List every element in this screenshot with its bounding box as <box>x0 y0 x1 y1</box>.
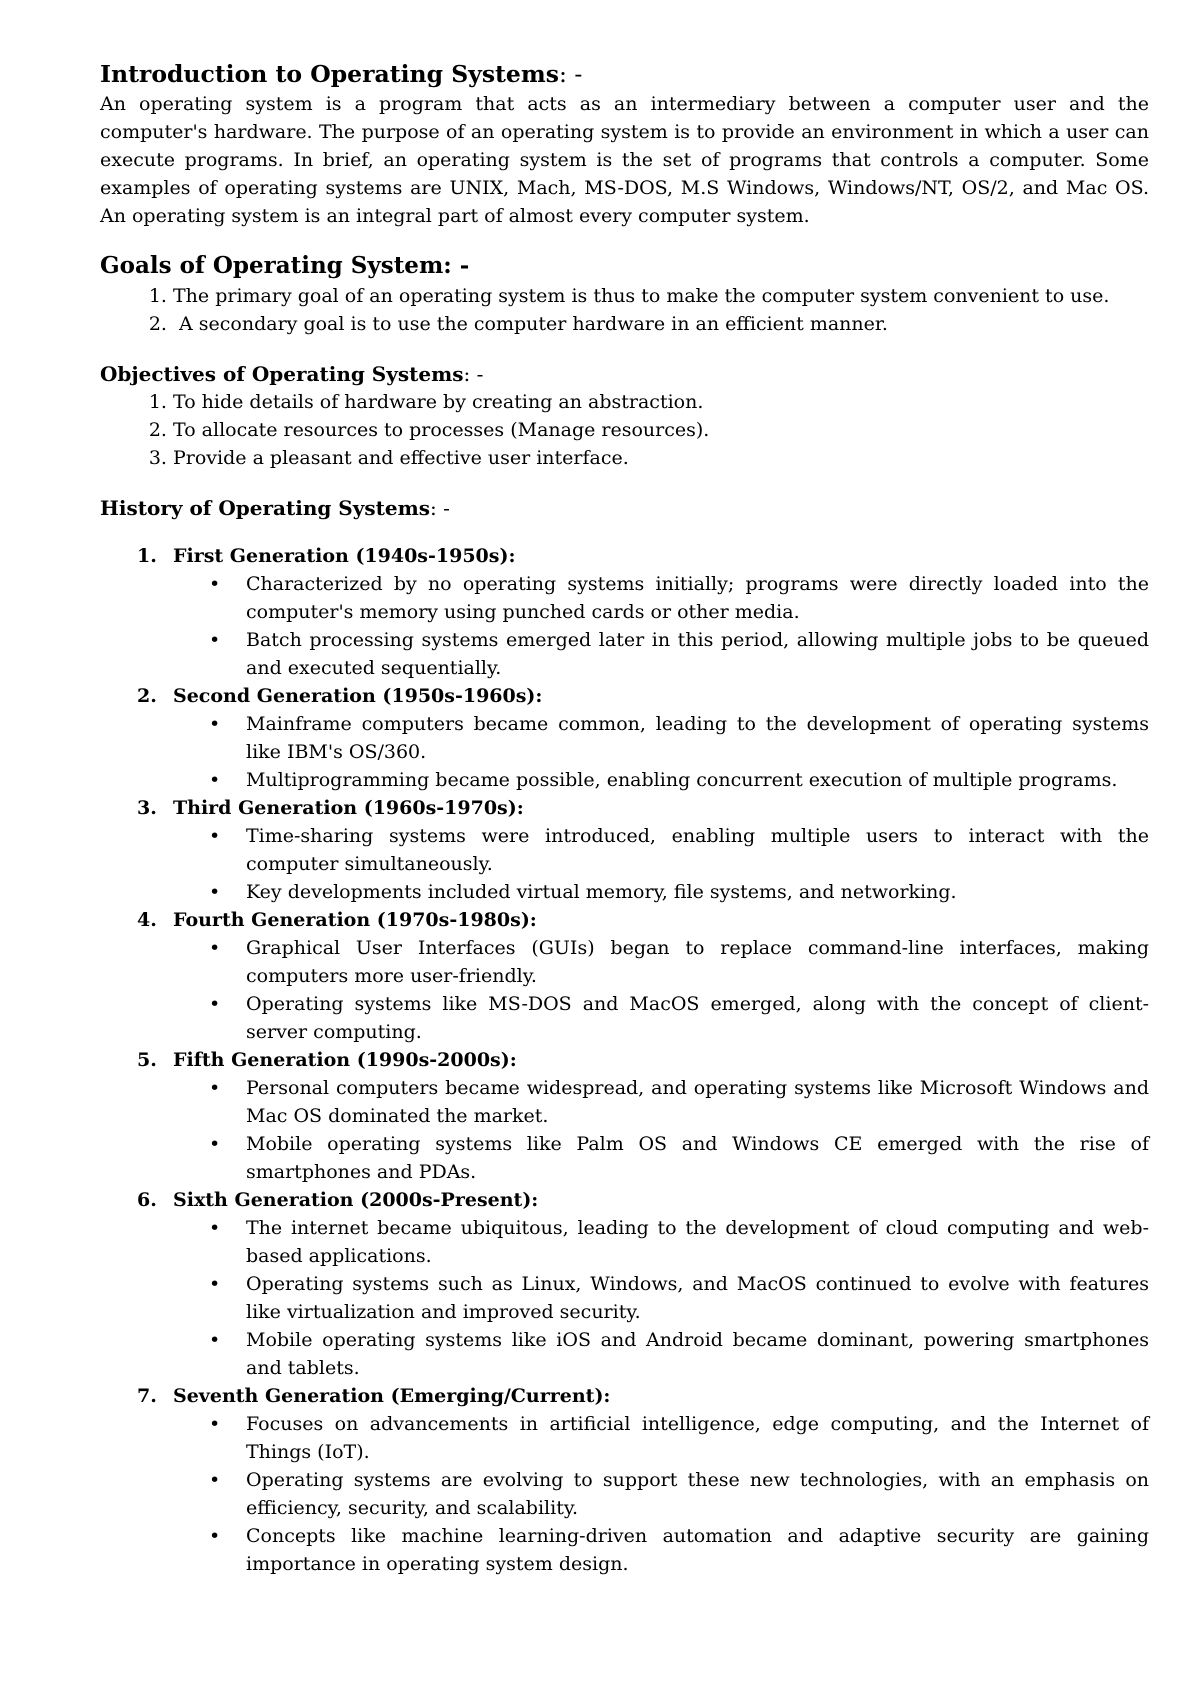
generation-item <box>137 794 1149 906</box>
bullet-item <box>209 1214 1149 1270</box>
bullet-icon: • <box>209 993 221 1015</box>
objectives-item: 3. Provide a pleasant and effective user interface. <box>173 444 1149 472</box>
generation-item <box>137 1046 1149 1186</box>
generation-number: 1. <box>137 545 157 567</box>
bullet-icon: • <box>209 769 221 791</box>
bullet-text: Mainframe computers became common, leading to the development of operating systems like IBM's OS/360. <box>246 713 1149 763</box>
bullet-item <box>209 1410 1149 1466</box>
bullet-text: Concepts like machine learning-driven automation and adaptive security are gaining importance in operating system design. <box>246 1525 1149 1575</box>
bullet-item <box>209 878 1149 906</box>
generation-item <box>137 906 1149 1046</box>
objectives-heading <box>100 360 1149 388</box>
bullet-item <box>209 766 1149 794</box>
generation-bullets <box>173 710 1149 794</box>
bullet-text: Time-sharing systems were introduced, enabling multiple users to interact with the computer simultaneously. <box>246 825 1149 875</box>
bullet-item <box>209 822 1149 878</box>
generation-number: 6. <box>137 1189 157 1211</box>
bullet-icon: • <box>209 1413 221 1435</box>
bullet-text: Focuses on advancements in artificial intelligence, edge computing, and the Internet of Things (IoT). <box>246 1413 1149 1463</box>
bullet-text: Operating systems like MS-DOS and MacOS emerged, along with the concept of client-server computing. <box>246 993 1149 1043</box>
objectives-list <box>100 388 1149 472</box>
bullet-icon: • <box>209 1329 221 1351</box>
intro-heading-suffix: : - <box>558 60 583 88</box>
goals-item: 2. A secondary goal is to use the computer hardware in an efficient manner. <box>173 310 1149 338</box>
bullet-item <box>209 934 1149 990</box>
bullet-text: The internet became ubiquitous, leading to the development of cloud computing and web-based applications. <box>246 1217 1149 1267</box>
objectives-heading-text: Objectives of Operating Systems <box>100 362 464 386</box>
generation-title: First Generation (1940s-1950s): <box>173 545 516 567</box>
objectives-heading-suffix: : - <box>463 362 484 386</box>
bullet-item <box>209 1522 1149 1578</box>
generation-item <box>137 542 1149 682</box>
generation-item <box>137 1382 1149 1578</box>
generation-bullets <box>173 1214 1149 1382</box>
generation-number: 5. <box>137 1049 157 1071</box>
generation-title: Second Generation (1950s-1960s): <box>173 685 543 707</box>
bullet-icon: • <box>209 1217 221 1239</box>
generation-number: 4. <box>137 909 157 931</box>
history-heading <box>100 494 1149 522</box>
generation-bullets <box>173 1074 1149 1186</box>
generation-bullets <box>173 822 1149 906</box>
generation-title: Third Generation (1960s-1970s): <box>173 797 524 819</box>
bullet-item <box>209 626 1149 682</box>
bullet-text: Operating systems are evolving to support these new technologies, with an emphasis on efficiency, security, and scalability. <box>246 1469 1149 1519</box>
intro-heading <box>100 58 1149 90</box>
bullet-icon: • <box>209 1077 221 1099</box>
generation-number: 3. <box>137 797 157 819</box>
bullet-icon: • <box>209 1525 221 1547</box>
bullet-text: Mobile operating systems like Palm OS and Windows CE emerged with the rise of smartphones and PDAs. <box>246 1133 1149 1183</box>
bullet-text: Personal computers became widespread, and operating systems like Microsoft Windows and Mac OS dominated the market. <box>246 1077 1149 1127</box>
bullet-icon: • <box>209 629 221 651</box>
bullet-text: Multiprogramming became possible, enabling concurrent execution of multiple programs. <box>246 769 1118 791</box>
generation-number: 2. <box>137 685 157 707</box>
bullet-item <box>209 570 1149 626</box>
objectives-item: 1. To hide details of hardware by creating an abstraction. <box>173 388 1149 416</box>
bullet-text: Characterized by no operating systems initially; programs were directly loaded into the computer's memory using punched cards or other media. <box>246 573 1149 623</box>
bullet-item <box>209 1466 1149 1522</box>
bullet-item <box>209 1074 1149 1130</box>
bullet-icon: • <box>209 573 221 595</box>
generation-title: Fourth Generation (1970s-1980s): <box>173 909 537 931</box>
generation-title: Seventh Generation (Emerging/Current): <box>173 1385 611 1407</box>
generation-bullets <box>173 934 1149 1046</box>
bullet-text: Graphical User Interfaces (GUIs) began to replace command-line interfaces, making computers more user-friendly. <box>246 937 1149 987</box>
generation-bullets <box>173 1410 1149 1578</box>
generation-title: Fifth Generation (1990s-2000s): <box>173 1049 517 1071</box>
bullet-icon: • <box>209 713 221 735</box>
bullet-item <box>209 1326 1149 1382</box>
bullet-icon: • <box>209 1133 221 1155</box>
generation-bullets <box>173 570 1149 682</box>
bullet-item <box>209 710 1149 766</box>
goals-item: 1. The primary goal of an operating system is thus to make the computer system convenient to use. <box>173 282 1149 310</box>
bullet-icon: • <box>209 1273 221 1295</box>
history-heading-text: History of Operating Systems <box>100 496 431 520</box>
bullet-text: Key developments included virtual memory, file systems, and networking. <box>246 881 957 903</box>
bullet-text: Batch processing systems emerged later in this period, allowing multiple jobs to be queued and executed sequentially. <box>246 629 1149 679</box>
generation-item <box>137 682 1149 794</box>
generation-number: 7. <box>137 1385 157 1407</box>
objectives-item: 2. To allocate resources to processes (Manage resources). <box>173 416 1149 444</box>
bullet-icon: • <box>209 1469 221 1491</box>
bullet-icon: • <box>209 937 221 959</box>
goals-heading: Goals of Operating System: - <box>100 252 470 279</box>
bullet-text: Operating systems such as Linux, Windows, and MacOS continued to evolve with features like virtualization and improved security. <box>246 1273 1149 1323</box>
bullet-icon: • <box>209 881 221 903</box>
intro-heading-text: Introduction to Operating Systems <box>100 60 559 88</box>
history-heading-suffix: : - <box>430 496 450 520</box>
goals-list <box>100 282 1149 338</box>
bullet-item <box>209 1270 1149 1326</box>
intro-paragraph: An operating system is a program that acts as an intermediary between a computer user and the computer's hardware. The purpose of an operating system is to provide an environment in which a user can execute programs. In brief, an operating system is the set of programs that controls a computer. Some examples of operating systems are UNIX, Mach, MS-DOS, M.S Windows, Windows/NT, OS/2, and Mac OS. An operating system is an integral part of almost every computer system. <box>100 93 1149 227</box>
generation-title: Sixth Generation (2000s-Present): <box>173 1189 539 1211</box>
bullet-item <box>209 1130 1149 1186</box>
generations-list <box>100 542 1149 1578</box>
bullet-icon: • <box>209 825 221 847</box>
generation-item <box>137 1186 1149 1382</box>
bullet-text: Mobile operating systems like iOS and Android became dominant, powering smartphones and tablets. <box>246 1329 1149 1379</box>
bullet-item <box>209 990 1149 1046</box>
